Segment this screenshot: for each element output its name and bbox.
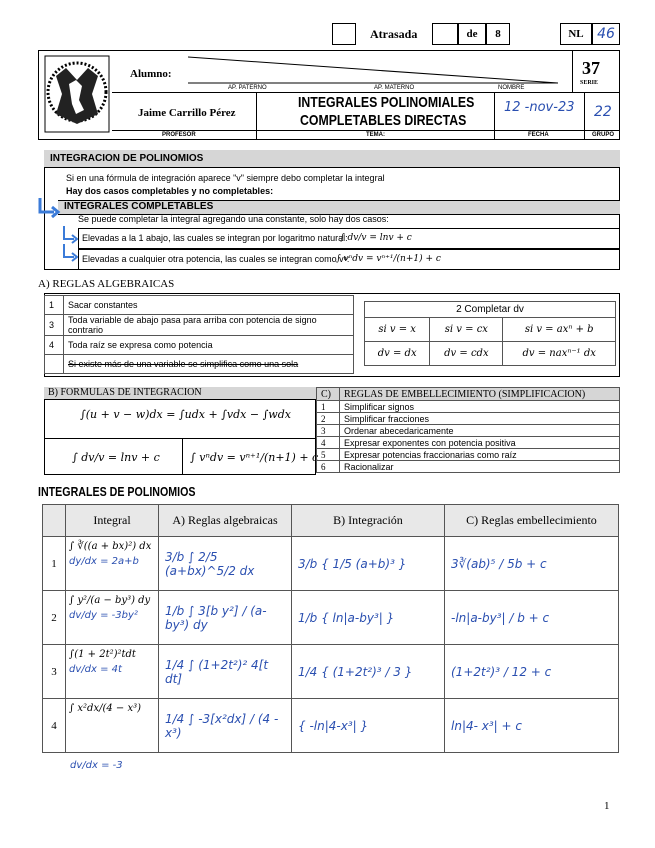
completar-cell: dv = dx xyxy=(365,342,430,366)
serie-divider xyxy=(572,50,573,92)
completar-cell: si v = cx xyxy=(430,318,503,342)
emb-label: C) xyxy=(317,388,340,401)
formulas-vline xyxy=(182,438,183,475)
dv-note-row4: dv/dx = -3 xyxy=(70,760,123,771)
answer-embellecimiento: (1+2t²)³ / 12 + c xyxy=(445,645,619,699)
regla-num: 4 xyxy=(45,336,64,355)
tema-label: TEMA: xyxy=(366,132,385,138)
completar-table xyxy=(364,301,616,366)
regla-num: 3 xyxy=(45,315,64,336)
emb-text: Racionalizar xyxy=(340,461,620,473)
unam-seal xyxy=(42,54,112,134)
intro-title: INTEGRACION DE POLINOMIOS xyxy=(50,153,204,164)
emb-text: Ordenar abecedaricamente xyxy=(340,425,620,437)
case1-formula: ∫ dv/v = lnv + c xyxy=(340,233,412,243)
regla-row xyxy=(45,296,354,315)
case2-formula: ∫ vⁿdv = vⁿ⁺¹/(n+1) + c xyxy=(336,254,441,264)
answer-embellecimiento: -ln|a-by³| / b + c xyxy=(445,591,619,645)
emb-text: Expresar exponentes con potencia positiva xyxy=(340,437,620,449)
completables-title: INTEGRALES COMPLETABLES xyxy=(64,201,214,212)
row-num: 2 xyxy=(43,591,66,645)
regla-num: 1 xyxy=(45,296,64,315)
emb-title: REGLAS DE EMBELLECIMIENTO (SIMPLIFICACION) xyxy=(340,388,620,401)
total-value: 8 xyxy=(495,28,501,40)
answer-reglas: 1/4 ∫ (1+2t²)² 4[t dt] xyxy=(159,645,292,699)
page-number: 1 xyxy=(604,800,610,812)
regla-num xyxy=(45,355,64,374)
reglas-list xyxy=(44,295,354,374)
student-name-line xyxy=(188,56,558,84)
regla-row xyxy=(45,336,354,355)
nombre-label: NOMBRE xyxy=(498,85,525,91)
series-number: 37 xyxy=(582,58,600,78)
de-label-box xyxy=(458,23,486,45)
answer-reglas: 1/b ∫ 3[b y²] / (a-by³) dy xyxy=(159,591,292,645)
regla-text: Toda variable de abajo pasa para arriba con potencia de signo contrario xyxy=(64,315,354,336)
dv-note: dv/dy = -3by² xyxy=(69,610,138,621)
regla-text: Si existe más de una variable se simplifica como una sola xyxy=(64,355,354,374)
header-hline xyxy=(112,92,620,93)
checkbox-atrasada[interactable] xyxy=(332,23,356,45)
date-value: 12 -nov-23 xyxy=(504,100,575,115)
emb-text: Simplificar signos xyxy=(340,401,620,413)
row-num: 4 xyxy=(43,699,66,753)
nl-value: 46 xyxy=(597,26,615,42)
regla-row xyxy=(45,315,354,336)
nl-label-box xyxy=(560,23,592,45)
emb-num: 1 xyxy=(317,401,340,413)
answer-integracion: 3/b { 1/5 (a+b)³ } xyxy=(292,537,445,591)
col-header: A) Reglas algebraicas xyxy=(159,505,292,537)
completar-title: 2 Completar dv xyxy=(365,302,616,318)
emb-text: Expresar potencias fraccionarias como raíz xyxy=(340,449,620,461)
answer-integracion: 1/b { ln|a-by³| } xyxy=(292,591,445,645)
ap-paterno-label: AP. PATERNO xyxy=(228,85,267,91)
fecha-label: FECHA xyxy=(528,132,549,138)
col-header: Integral xyxy=(66,505,159,537)
alumno-label: Alumno: xyxy=(130,68,172,80)
table-row xyxy=(43,591,619,645)
de-label: de xyxy=(466,28,478,40)
total-box xyxy=(486,23,510,45)
answer-embellecimiento: 3∛(ab)⁵ / 5b + c xyxy=(445,537,619,591)
professor-name: Jaime Carrillo Pérez xyxy=(138,107,236,119)
integral-expr: ∫ ∛((a + bx)²) dx xyxy=(69,541,152,552)
dv-note: dv/dx = 4t xyxy=(69,664,122,675)
regla-text: Sacar constantes xyxy=(64,296,354,315)
integral-expr: ∫ x²dx/(4 − x³) xyxy=(69,703,141,714)
intro-title-bar xyxy=(44,150,620,168)
nl-value-box xyxy=(592,23,620,45)
answer-integracion: { -ln|4-x³| } xyxy=(292,699,445,753)
reglas-title: A) REGLAS ALGEBRAICAS xyxy=(38,278,175,290)
row-num: 1 xyxy=(43,537,66,591)
arrow-icon-main xyxy=(36,196,62,223)
completar-cell: dv = naxⁿ⁻¹ dx xyxy=(503,342,616,366)
answer-reglas: 1/4 ∫ -3[x²dx] / (4 - x³) xyxy=(159,699,292,753)
integral-expr: ∫(1 + 2t²)²tdt xyxy=(69,649,136,660)
completables-line: Se puede completar la integral agregando una constante, solo hay dos casos: xyxy=(78,214,389,224)
regla-text: Toda raíz se expresa como potencia xyxy=(64,336,354,355)
grupo-label: GRUPO xyxy=(592,132,615,138)
answer-embellecimiento: ln|4- x³| + c xyxy=(445,699,619,753)
formulas-title: B) FORMULAS DE INTEGRACION xyxy=(48,387,202,398)
formulas-title-bar xyxy=(44,387,316,400)
row-num: 3 xyxy=(43,645,66,699)
intro-line2: Hay dos casos completables y no completables: xyxy=(66,186,274,196)
emb-num: 6 xyxy=(317,461,340,473)
ap-materno-label: AP. MATERNO xyxy=(374,85,415,91)
topic-line1: INTEGRALES POLINOMIALES xyxy=(298,94,475,111)
date-divider xyxy=(584,92,585,140)
topic-line2: COMPLETABLES DIRECTAS xyxy=(300,112,467,129)
regla-row xyxy=(45,355,354,374)
formula-1: ∫(u + v − w)dx = ∫udx + ∫vdx − ∫wdx xyxy=(80,408,291,421)
nl-label: NL xyxy=(568,28,584,40)
profesor-label: PROFESOR xyxy=(162,132,196,138)
col-header: C) Reglas embellecimiento xyxy=(445,505,619,537)
col-header: B) Integración xyxy=(292,505,445,537)
label-hline xyxy=(112,130,620,131)
formula-3: ∫ vⁿdv = vⁿ⁺¹/(n+1) + c xyxy=(190,451,319,464)
group-value: 22 xyxy=(594,104,612,120)
case2-text: Elevadas a cualquier otra potencia, las cuales se integran como vⁿ: xyxy=(82,254,350,264)
serie-label: SERIE xyxy=(580,80,599,86)
emb-num: 5 xyxy=(317,449,340,461)
answer-reglas: 3/b ∫ 2/5 (a+bx)^5/2 dx xyxy=(159,537,292,591)
emb-num: 3 xyxy=(317,425,340,437)
completables-bar xyxy=(58,200,620,215)
emb-num: 4 xyxy=(317,437,340,449)
embellecimiento-table xyxy=(316,387,620,473)
formula-2: ∫ dv/v = lnv + c xyxy=(72,451,160,464)
intro-line1: Si en una fórmula de integración aparece "v" siempre debo completar la integral xyxy=(66,173,385,183)
ejercicios-title: INTEGRALES DE POLINOMIOS xyxy=(38,484,196,499)
ejercicios-table xyxy=(42,504,619,753)
atrasada-label: Atrasada xyxy=(370,27,418,41)
table-row xyxy=(43,645,619,699)
completar-cell: si v = x xyxy=(365,318,430,342)
emb-text: Simplificar fracciones xyxy=(340,413,620,425)
topic-divider xyxy=(494,92,495,140)
dv-note: dy/dx = 2a+b xyxy=(69,556,139,567)
answer-integracion: 1/4 { (1+2t²)³ / 3 } xyxy=(292,645,445,699)
prof-divider xyxy=(256,92,257,140)
completar-cell: si v = axⁿ + b xyxy=(503,318,616,342)
completar-cell: dv = cdx xyxy=(430,342,503,366)
table-row xyxy=(43,699,619,753)
formulas-hline xyxy=(44,438,316,439)
table-row xyxy=(43,537,619,591)
page-input[interactable] xyxy=(432,23,458,45)
case1-text: Elevadas a la 1 abajo, las cuales se integran por logaritmo natural: xyxy=(82,233,348,243)
emb-num: 2 xyxy=(317,413,340,425)
integral-expr: ∫ y²/(a − by³) dy xyxy=(69,595,151,606)
